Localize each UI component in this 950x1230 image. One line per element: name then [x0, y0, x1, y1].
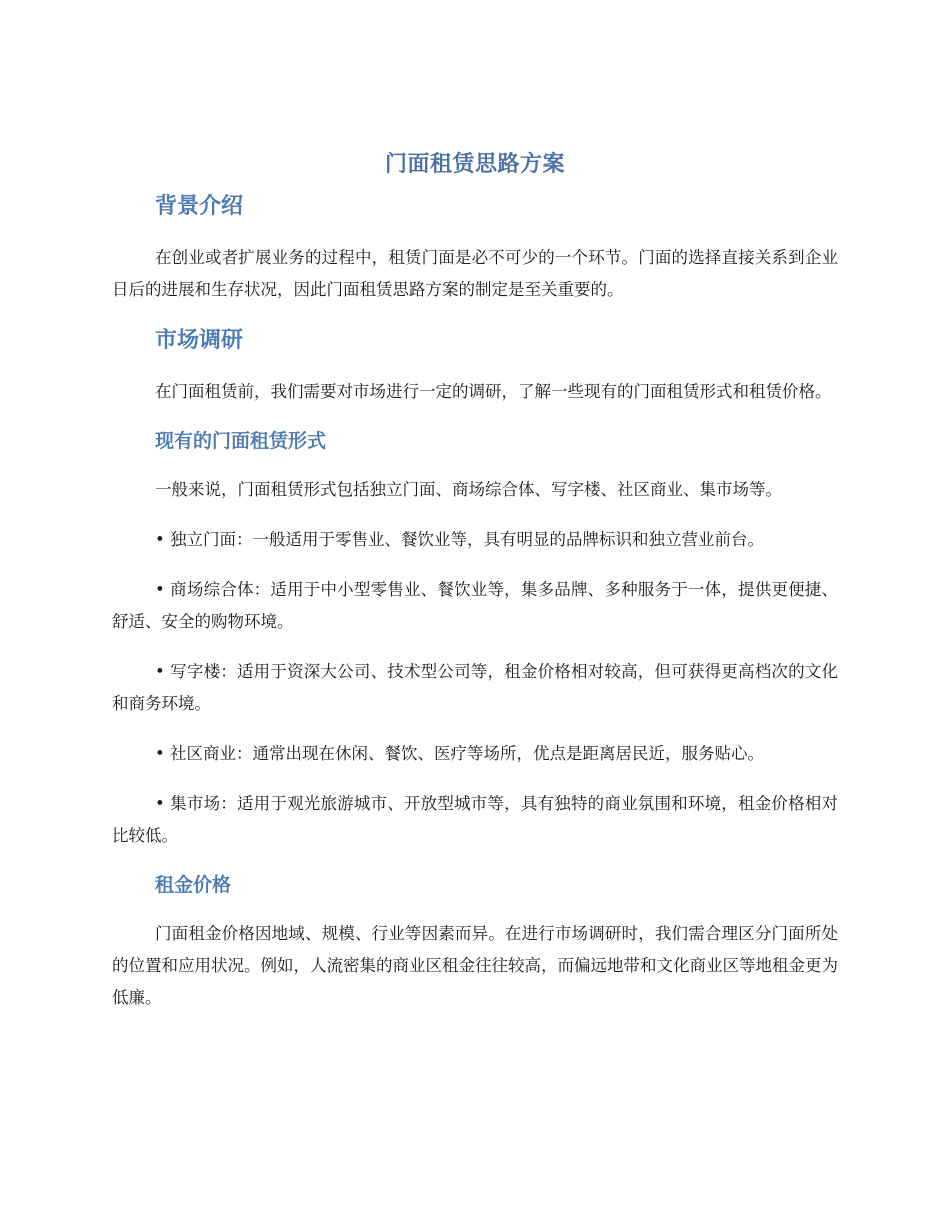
document-page — [112, 148, 838, 1014]
paragraph-background: 在创业或者扩展业务的过程中，租赁门面是必不可少的一个环节。门面的选择直接关系到企业日后的进展和生存状况，因此门面租赁思路方案的制定是至关重要的。 — [112, 248, 838, 299]
document-title: 门面租赁思路方案 — [384, 152, 565, 177]
paragraph-market-research: 在门面租赁前，我们需要对市场进行一定的调研，了解一些现有的门面租赁形式和租赁价格。 — [155, 382, 832, 401]
paragraph-rent-price: 门面租金价格因地域、规模、行业等因素而异。在进行市场调研时，我们需合理区分门面所处的位置和应用状况。例如，人流密集的商业区租金往往较高，而偏远地带和文化商业区等地租金更为低廉。 — [112, 924, 838, 1007]
list-item: • 写字楼：适用于资深大公司、技术型公司等，租金价格相对较高，但可获得更高档次的文化和商务环境。 — [112, 662, 838, 713]
heading-existing-forms: 现有的门面租赁形式 — [155, 430, 327, 452]
heading-rent-price: 租金价格 — [155, 874, 232, 896]
heading-background: 背景介绍 — [155, 194, 244, 219]
list-item: • 社区商业：通常出现在休闲、餐饮、医疗等场所，优点是距离居民近，服务贴心。 — [155, 744, 764, 763]
list-item: • 商场综合体：适用于中小型零售业、餐饮业等，集多品牌、多种服务于一体，提供更便捷、舒适、安全的购物环境。 — [112, 580, 838, 631]
list-item: • 集市场：适用于观光旅游城市、开放型城市等，具有独特的商业氛围和环境，租金价格相对比较低。 — [112, 794, 838, 845]
paragraph-forms-intro: 一般来说，门面租赁形式包括独立门面、商场综合体、写字楼、社区商业、集市场等。 — [155, 480, 782, 499]
heading-market-research: 市场调研 — [155, 328, 244, 353]
list-item: • 独立门面：一般适用于零售业、餐饮业等，具有明显的品牌标识和独立营业前台。 — [155, 530, 764, 549]
